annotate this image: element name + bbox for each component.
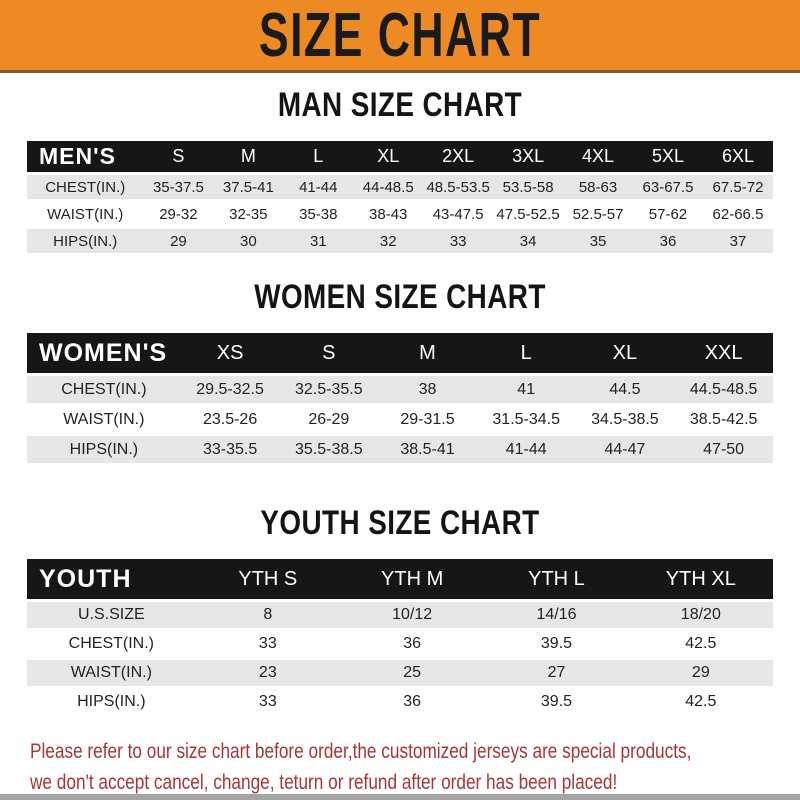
size-value-cell: 18/20 [629,602,773,628]
women-size-chart-heading: WOMEN SIZE CHART [254,278,546,316]
table-row [27,436,773,463]
size-value-cell: 36 [403,635,422,652]
size-value-cell: 37.5-41 [213,175,283,199]
size-value-cell: 33 [423,229,493,253]
size-value-cell: 32 [353,229,423,253]
size-value-cell: 8 [196,602,340,628]
size-value-cell: 44.5 [576,376,675,403]
column-header: M [213,141,283,172]
bottom-edge-strip [0,794,800,800]
size-value-cell: 33 [258,635,277,652]
size-value-cell: 39.5 [540,635,573,652]
table-row [27,406,773,433]
women-size-table-container [0,330,800,466]
size-value-cell: 39.5 [540,693,573,710]
size-value-cell: 29-31.5 [400,410,455,428]
footer-note [30,736,800,798]
size-value-cell: 44-48.5 [353,175,423,199]
size-value-cell: 44.5-48.5 [674,376,773,403]
womens-header-row [27,333,773,373]
column-header: 6XL [703,141,773,172]
footer-note-line2: we don't accept cancel, change, teturn or refund after order has been placed! [30,771,618,794]
column-header: XS [181,333,280,373]
mens-size-table [27,138,773,256]
size-value-cell: 23 [196,660,340,686]
size-value-cell: 38-43 [369,205,408,223]
table-row [27,376,773,403]
column-header: 3XL [493,141,563,172]
table-row [27,175,773,199]
footer-note-line1: Please refer to our size chart before order,the customized jerseys are special products, [30,740,692,763]
row-label: HIPS(IN.) [27,436,181,463]
size-value-cell: 63-67.5 [633,175,703,199]
womens-table-label: WOMEN'S [27,333,181,373]
womens-size-table [27,330,773,466]
size-value-cell: 23.5-26 [202,410,258,428]
size-value-cell: 33-35.5 [181,436,280,463]
size-value-cell: 48.5-53.5 [423,175,493,199]
mens-table-label: MEN'S [27,141,143,172]
size-value-cell: 41-44 [283,175,353,199]
size-value-cell: 37 [703,229,773,253]
size-value-cell: 52.5-57 [572,205,624,223]
size-value-cell: 35.5-38.5 [279,436,378,463]
size-chart-banner [0,0,800,73]
youth-size-table [27,556,773,718]
size-value-cell: 31 [283,229,353,253]
mens-header-row [27,141,773,172]
size-value-cell: 31.5-34.5 [492,410,560,428]
table-row [27,660,773,686]
size-value-cell: 47-50 [674,436,773,463]
youth-size-table-container [0,556,800,718]
size-value-cell: 44-47 [576,436,675,463]
size-value-cell: 26-29 [308,410,350,428]
column-header: YTH L [484,559,628,599]
column-header: S [143,141,213,172]
size-value-cell: 36 [403,693,422,710]
size-value-cell: 35-37.5 [143,175,213,199]
size-value-cell: 47.5-52.5 [496,205,560,223]
table-row [27,229,773,253]
size-value-cell: 62-66.5 [712,205,764,223]
column-header: YTH M [340,559,484,599]
size-value-cell: 10/12 [340,602,484,628]
size-value-cell: 36 [633,229,703,253]
table-row [27,631,773,657]
size-value-cell: 30 [213,229,283,253]
column-header: S [279,333,378,373]
column-header: L [283,141,353,172]
column-header: YTH XL [629,559,773,599]
row-label: U.S.SIZE [27,602,196,628]
size-value-cell: 29 [629,660,773,686]
row-label: HIPS(IN.) [77,693,146,710]
table-row [27,202,773,226]
size-value-cell: 29-32 [159,205,198,223]
size-value-cell: 32-35 [229,205,268,223]
size-value-cell: 29.5-32.5 [181,376,280,403]
size-value-cell: 34.5-38.5 [591,410,659,428]
column-header: 2XL [423,141,493,172]
column-header: 5XL [633,141,703,172]
size-value-cell: 43-47.5 [432,205,484,223]
size-value-cell: 38 [378,376,477,403]
size-value-cell: 14/16 [484,602,628,628]
column-header: 4XL [563,141,633,172]
youth-table-label: YOUTH [27,559,196,599]
size-value-cell: 67.5-72 [703,175,773,199]
banner-title: SIZE CHART [258,0,542,70]
column-header: M [378,333,477,373]
size-value-cell: 42.5 [685,693,717,710]
size-value-cell: 33 [258,693,277,710]
size-value-cell: 38.5-42.5 [689,410,758,428]
size-value-cell: 42.5 [685,635,717,652]
table-row [27,602,773,628]
row-label: WAIST(IN.) [27,660,196,686]
size-value-cell: 34 [493,229,563,253]
size-value-cell: 35 [563,229,633,253]
table-row [27,689,773,715]
column-header: XL [353,141,423,172]
row-label: CHEST(IN.) [68,635,154,652]
column-header: L [477,333,576,373]
size-value-cell: 58-63 [563,175,633,199]
row-label: HIPS(IN.) [27,229,143,253]
row-label: CHEST(IN.) [27,376,181,403]
size-value-cell: 32.5-35.5 [279,376,378,403]
row-label: WAIST(IN.) [47,205,124,223]
size-value-cell: 35-38 [299,205,338,223]
size-value-cell: 41 [477,376,576,403]
youth-size-chart-heading: YOUTH SIZE CHART [260,504,540,542]
size-value-cell: 53.5-58 [493,175,563,199]
size-value-cell: 27 [484,660,628,686]
column-header: YTH S [196,559,340,599]
youth-header-row [27,559,773,599]
man-size-chart-heading: MAN SIZE CHART [277,86,523,124]
man-size-table-container [0,138,800,256]
column-header: XXL [674,333,773,373]
size-value-cell: 25 [340,660,484,686]
size-value-cell: 41-44 [477,436,576,463]
size-value-cell: 57-62 [648,205,688,223]
size-value-cell: 38.5-41 [378,436,477,463]
column-header: XL [576,333,675,373]
row-label: WAIST(IN.) [63,410,145,428]
size-value-cell: 29 [143,229,213,253]
row-label: CHEST(IN.) [27,175,143,199]
